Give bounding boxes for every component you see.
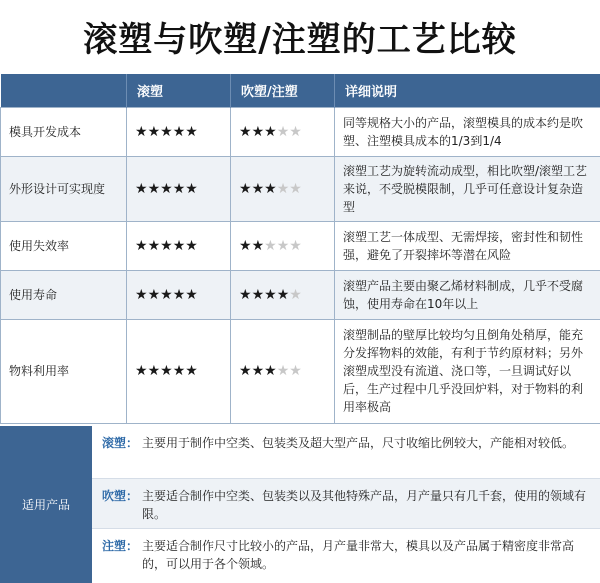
rotomolding-rating <box>127 107 231 156</box>
star-filled-icon: ★ <box>147 237 161 254</box>
applications-label: 适用产品 <box>0 426 92 583</box>
star-filled-icon: ★ <box>264 180 277 197</box>
star-filled-icon: ★ <box>135 180 148 197</box>
row-label: 外形设计可实现度 <box>1 156 127 221</box>
table-row <box>1 221 600 270</box>
applications-list <box>92 426 600 583</box>
star-filled-icon: ★ <box>172 123 186 140</box>
star-filled-icon: ★ <box>135 363 148 379</box>
star-filled-icon: ★ <box>264 286 277 303</box>
header-rotomolding: 滚塑 <box>127 74 231 107</box>
star-empty-icon: ★ <box>276 180 290 197</box>
star-filled-icon: ★ <box>239 237 252 254</box>
table-header-row <box>1 74 600 107</box>
star-filled-icon: ★ <box>185 237 198 254</box>
blow-injection-rating <box>231 156 335 221</box>
star-filled-icon: ★ <box>172 237 186 254</box>
star-empty-icon: ★ <box>289 286 302 303</box>
star-filled-icon: ★ <box>251 123 265 140</box>
row-description: 滚塑制品的壁厚比较均匀且倒角处稍厚，能充分发挥物料的效能，有利于节约原材料；另外滚塑成型没有流道、浇口等，一旦调试好以后，生产过程中几乎没回炉料，对于物料的利用率极高 <box>335 319 600 423</box>
row-description: 同等规格大小的产品，滚塑模具的成本约是吹塑、注塑模具成本的1/3到1/4 <box>335 107 600 156</box>
application-description: 主要适合制作中空类、包装类以及其他特殊产品，月产量只有几千套，使用的领域有限。 <box>142 489 587 521</box>
comparison-table <box>0 74 600 424</box>
row-label: 使用失效率 <box>1 221 127 270</box>
rotomolding-rating <box>127 319 231 423</box>
star-filled-icon: ★ <box>172 286 186 303</box>
row-label: 使用寿命 <box>1 270 127 319</box>
header-empty <box>1 74 127 107</box>
star-filled-icon: ★ <box>185 286 198 303</box>
table-row <box>1 319 600 423</box>
row-label: 物料利用率 <box>1 319 127 423</box>
star-filled-icon: ★ <box>160 180 173 197</box>
row-description: 滚塑产品主要由聚乙烯材料制成，几乎不受腐蚀，使用寿命在10年以上 <box>335 270 600 319</box>
application-process-name: 滚塑： <box>102 436 139 450</box>
star-filled-icon: ★ <box>135 123 148 140</box>
application-process-name: 注塑： <box>102 539 139 553</box>
table-row <box>1 156 600 221</box>
star-empty-icon: ★ <box>264 237 277 254</box>
application-item <box>92 479 600 529</box>
star-filled-icon: ★ <box>147 123 161 140</box>
star-filled-icon: ★ <box>251 286 265 303</box>
star-filled-icon: ★ <box>264 123 277 140</box>
row-description: 滚塑工艺一体成型、无需焊接，密封性和韧性强，避免了开裂摔坏等潜在风险 <box>335 221 600 270</box>
row-description: 滚塑工艺为旋转流动成型，相比吹塑/滚塑工艺来说，不受脱模限制，几乎可任意设计复杂造型 <box>335 156 600 221</box>
row-label: 模具开发成本 <box>1 107 127 156</box>
star-filled-icon: ★ <box>239 123 252 140</box>
header-details: 详细说明 <box>335 74 600 107</box>
star-empty-icon: ★ <box>276 123 290 140</box>
star-filled-icon: ★ <box>264 363 277 379</box>
rotomolding-rating <box>127 221 231 270</box>
rotomolding-rating <box>127 270 231 319</box>
blow-injection-rating <box>231 319 335 423</box>
star-filled-icon: ★ <box>185 180 198 197</box>
applications-section <box>0 426 600 583</box>
header-blow-injection: 吹塑/注塑 <box>231 74 335 107</box>
rotomolding-rating <box>127 156 231 221</box>
application-item <box>92 426 600 479</box>
star-filled-icon: ★ <box>147 363 161 379</box>
star-filled-icon: ★ <box>172 180 186 197</box>
star-filled-icon: ★ <box>160 123 173 140</box>
star-empty-icon: ★ <box>289 123 302 140</box>
blow-injection-rating <box>231 270 335 319</box>
application-item <box>92 529 600 583</box>
star-empty-icon: ★ <box>289 180 302 197</box>
star-filled-icon: ★ <box>251 180 265 197</box>
star-filled-icon: ★ <box>239 286 252 303</box>
application-description: 主要适合制作尺寸比较小的产品，月产量非常大，模具以及产品属于精密度非常高的，可以用于各个领域。 <box>142 539 575 571</box>
table-row <box>1 270 600 319</box>
application-process-name: 吹塑： <box>102 489 139 503</box>
star-filled-icon: ★ <box>251 363 265 379</box>
star-empty-icon: ★ <box>276 363 290 379</box>
star-filled-icon: ★ <box>239 180 252 197</box>
star-filled-icon: ★ <box>160 237 173 254</box>
table-row <box>1 107 600 156</box>
star-filled-icon: ★ <box>239 363 252 379</box>
star-filled-icon: ★ <box>160 286 173 303</box>
page-title: 滚塑与吹塑/注塑的工艺比较 <box>83 19 517 60</box>
star-filled-icon: ★ <box>185 123 198 140</box>
star-filled-icon: ★ <box>135 237 148 254</box>
star-filled-icon: ★ <box>135 286 148 303</box>
star-filled-icon: ★ <box>276 286 290 303</box>
star-filled-icon: ★ <box>147 180 161 197</box>
star-empty-icon: ★ <box>276 237 290 254</box>
blow-injection-rating <box>231 221 335 270</box>
star-filled-icon: ★ <box>251 237 265 254</box>
application-description: 主要用于制作中空类、包装类及超大型产品，尺寸收缩比例较大，产能相对较低。 <box>142 436 575 450</box>
star-filled-icon: ★ <box>185 363 198 379</box>
star-filled-icon: ★ <box>172 363 186 379</box>
star-filled-icon: ★ <box>147 286 161 303</box>
star-empty-icon: ★ <box>289 237 302 254</box>
blow-injection-rating <box>231 107 335 156</box>
star-filled-icon: ★ <box>160 363 173 379</box>
star-empty-icon: ★ <box>289 363 302 379</box>
